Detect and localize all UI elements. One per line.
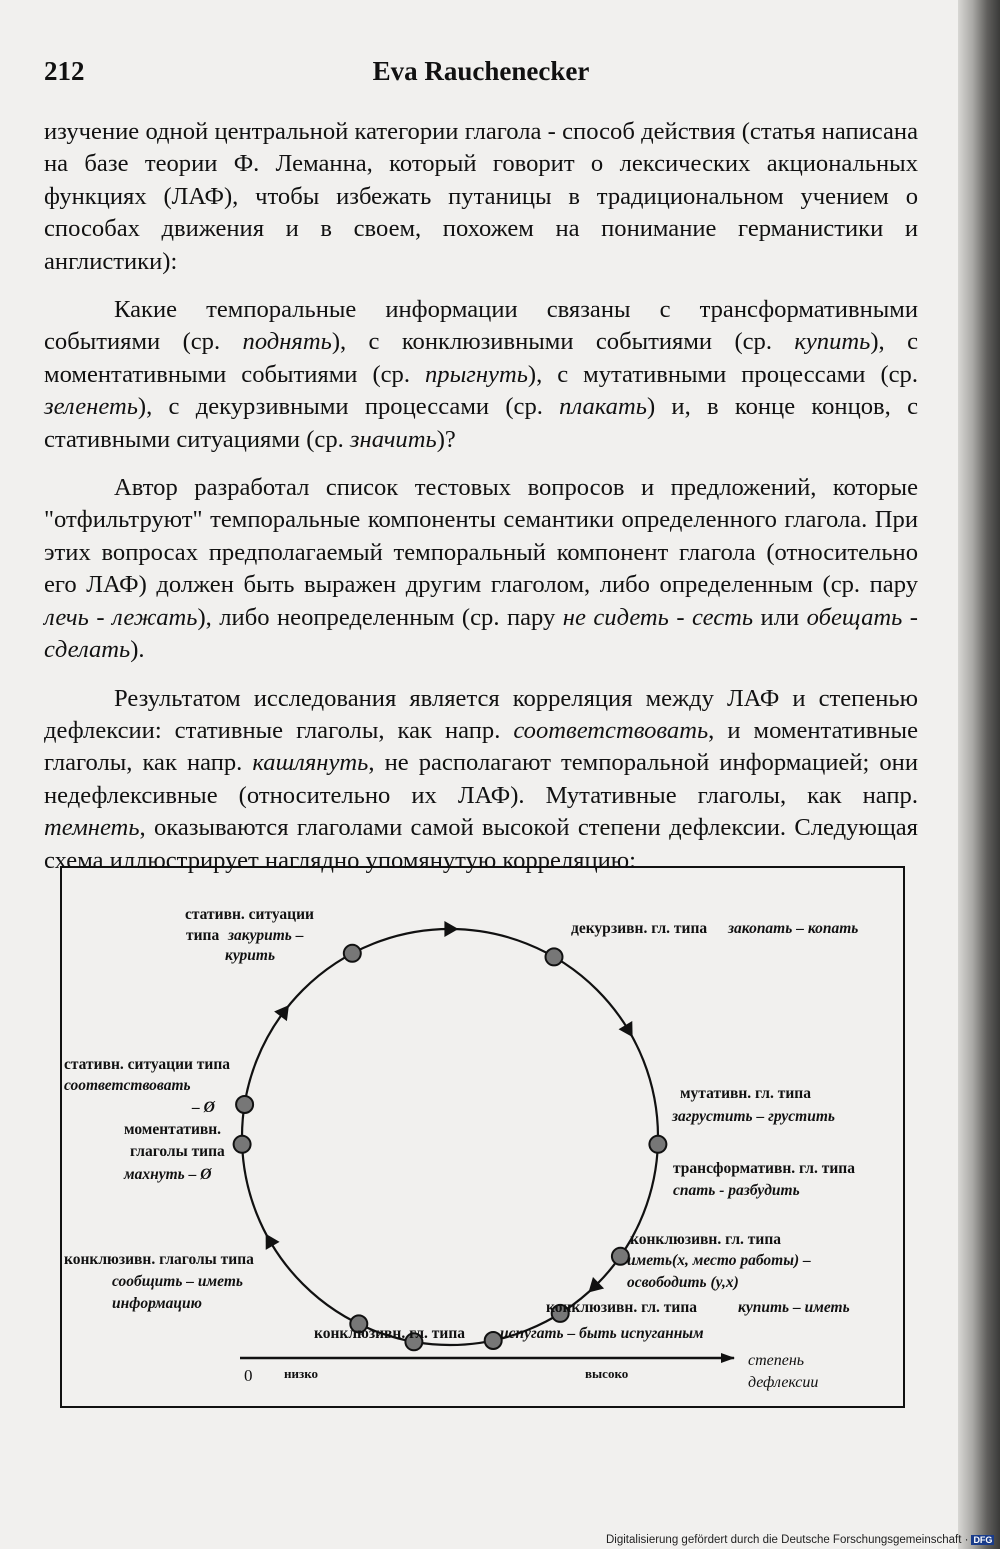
label-stativ-left-line2: соответствовать bbox=[64, 1077, 191, 1094]
label-konkl-left-line3: информацию bbox=[112, 1295, 202, 1312]
example-verb: значить bbox=[349, 425, 437, 453]
text-run: ), либо неопределенным (ср. пару bbox=[197, 603, 563, 631]
example-verb: не сидеть - сесть bbox=[562, 603, 754, 631]
label-konkl-right-line2: иметь(x, место работы) – bbox=[627, 1252, 811, 1269]
label-konkl-left-line2: сообщить – иметь bbox=[112, 1273, 243, 1290]
axis-title-line1: степень bbox=[748, 1352, 805, 1369]
text-run: )? bbox=[436, 425, 456, 453]
node-stativ-top bbox=[344, 945, 361, 962]
footer-text: Digitalisierung gefördert durch die Deutsche Forschungsgemeinschaft · bbox=[606, 1534, 969, 1546]
label-konkl-ispug-line2: испугать – быть испуганным bbox=[500, 1325, 704, 1342]
running-head: Eva Rauchenecker bbox=[372, 56, 590, 86]
text-run: ) и, в конце концов, с стативными ситуациями (ср. bbox=[44, 393, 918, 453]
label-dekurz-line1: декурзивн. гл. типа bbox=[571, 920, 708, 937]
paragraph-3 bbox=[44, 472, 918, 666]
example-verb: плакать bbox=[559, 393, 647, 421]
node-moment bbox=[236, 1096, 253, 1113]
axis-low-label: низко bbox=[284, 1366, 319, 1381]
label-stativ-top-line4: курить bbox=[225, 947, 276, 964]
label-transform-line1: трансформативн. гл. типа bbox=[673, 1160, 855, 1177]
text-run: ), с конклюзивными событиями (ср. bbox=[331, 328, 795, 356]
label-moment-line1: моментативн. bbox=[124, 1121, 222, 1138]
label-transform-line2: спать - разбудить bbox=[673, 1182, 800, 1199]
label-stativ-top-line1: стативн. ситуации bbox=[185, 906, 314, 923]
cycle-arrows bbox=[266, 921, 633, 1292]
label-dekurz-line2: закопать – копать bbox=[728, 920, 859, 937]
example-verb: темнеть bbox=[44, 814, 140, 842]
axis-high-label: высоко bbox=[585, 1366, 629, 1381]
label-konkl-right-line1: конклюзивн. гл. типа bbox=[630, 1231, 782, 1248]
label-stativ-left-line1: стативн. ситуации типа bbox=[64, 1056, 231, 1073]
text-run: ). bbox=[130, 636, 145, 664]
example-verb: прыгнуть bbox=[425, 360, 528, 388]
paragraph-4 bbox=[44, 683, 918, 877]
body-text bbox=[44, 116, 918, 893]
text-run: изучение одной центральной категории глагола - способ действия (статья написана на базе теории Ф. Леманна, который говорит о лексических акциональных функциях (ЛАФ), чтобы избежать путаницы в традициональном учением о способах движения и в своем, похожем на понимание германистики и англистики): bbox=[44, 118, 918, 275]
example-verb: соответствовать bbox=[513, 716, 709, 744]
label-moment-line2: глаголы типа bbox=[130, 1143, 225, 1160]
text-run: ), с мутативными процессами (ср. bbox=[527, 360, 918, 388]
page-number: 212 bbox=[44, 56, 85, 86]
text-run: Автор разработал список тестовых вопросов и предложений, которые "отфильтруют" темпоральные компоненты семантики определенного глагола. При этих вопросах предполагаемый темпоральный компонент глагола (относительно его ЛАФ) должен быть выражен другим глаголом, либо определенным (ср. пару bbox=[44, 474, 918, 599]
digitization-footer bbox=[606, 1534, 994, 1546]
label-konkl-kupit-line1: конклюзивн. гл. типа bbox=[546, 1299, 698, 1316]
book-spine-shadow bbox=[958, 0, 1000, 1549]
text-run: Какие темпоральные информации связаны с трансформативными событиями (ср. bbox=[44, 296, 918, 356]
node-stativ-left bbox=[234, 1136, 251, 1153]
text-run: , оказываются глаголами самой высокой степени дефлексии. Следующая схема иллюстрирует наглядно упомянутую корреляцию: bbox=[44, 814, 918, 874]
label-konkl-right-line3: освободить (y,x) bbox=[627, 1274, 739, 1291]
label-mutativ-line2: загрустить – грустить bbox=[672, 1108, 835, 1125]
label-moment-line3: махнуть – Ø bbox=[124, 1166, 212, 1183]
example-verb: поднять bbox=[242, 328, 332, 356]
dfg-logo: DFG bbox=[973, 1534, 993, 1545]
deflexion-cycle-diagram bbox=[60, 866, 905, 1408]
label-konkl-kupit-line2: купить – иметь bbox=[738, 1299, 850, 1316]
label-konkl-ispug-line1: конклюзивн. гл. типа bbox=[314, 1325, 466, 1342]
text-run: , не располагают темпоральной информацией; они недефлексивные (относительно их ЛАФ). Мутативные глаголы, как напр. bbox=[44, 749, 918, 809]
axis-title-line2: дефлексии bbox=[748, 1374, 819, 1391]
label-stativ-left-line3: – Ø bbox=[192, 1099, 215, 1116]
cycle-arrowhead-2 bbox=[619, 1021, 633, 1037]
axis-zero-label: 0 bbox=[244, 1366, 253, 1385]
label-stativ-top-line2: типа bbox=[186, 927, 220, 944]
text-run: ), с декурзивными процессами (ср. bbox=[137, 393, 560, 421]
label-stativ-top-line3: закурить – bbox=[228, 927, 304, 944]
text-run: ), с моментативными событиями (ср. bbox=[44, 328, 918, 388]
cycle-arrowhead-1 bbox=[444, 921, 458, 937]
page-header bbox=[44, 56, 918, 96]
text-run: Результатом исследования является корреляция между ЛАФ и степенью дефлексии: стативные глаголы, как напр. bbox=[44, 684, 918, 744]
example-verb: обещать - сделать bbox=[44, 603, 918, 664]
text-run: , и моментативные глаголы, как напр. bbox=[44, 716, 919, 777]
example-verb: кашлянуть bbox=[252, 749, 369, 777]
label-mutativ-line1: мутативн. гл. типа bbox=[680, 1085, 811, 1102]
cycle-arrowhead-5 bbox=[274, 1005, 289, 1021]
example-verb: купить bbox=[794, 328, 871, 356]
example-verb: зеленеть bbox=[44, 393, 138, 421]
node-mutativ bbox=[649, 1136, 666, 1153]
paragraph-1 bbox=[44, 116, 918, 278]
diagram-canvas bbox=[62, 868, 903, 1406]
example-verb: лечь - лежать bbox=[44, 603, 198, 631]
label-konkl-left-line1: конклюзивн. глаголы типа bbox=[64, 1251, 254, 1268]
cycle-nodes bbox=[234, 945, 667, 1351]
node-dekurz bbox=[546, 948, 563, 965]
paragraph-2 bbox=[44, 294, 918, 456]
text-run: или bbox=[753, 603, 807, 631]
